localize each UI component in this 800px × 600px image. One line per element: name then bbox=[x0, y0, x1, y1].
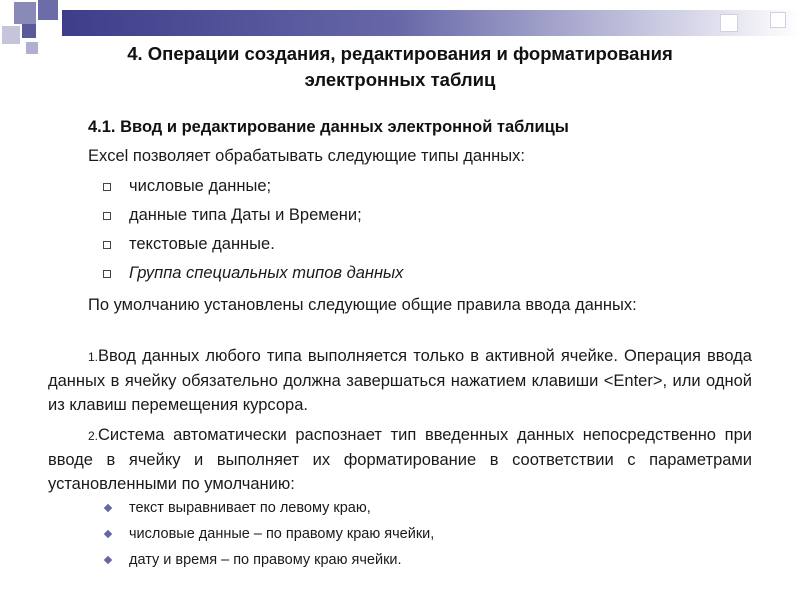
list-item: текст выравнивает по левому краю, bbox=[105, 500, 371, 516]
list-item: числовые данные; bbox=[103, 177, 271, 196]
intro-text: Excel позволяет обрабатывать следующие типы данных: bbox=[88, 147, 525, 165]
diamond-bullet-icon bbox=[104, 556, 112, 564]
diamond-bullet-icon bbox=[104, 504, 112, 512]
list-item: данные типа Даты и Времени; bbox=[103, 206, 362, 225]
page-title bbox=[40, 41, 760, 93]
decor-square bbox=[2, 26, 20, 44]
rules-intro: По умолчанию установлены следующие общие правила ввода данных: bbox=[88, 296, 637, 314]
title-line-1: 4. Операции создания, редактирования и форматирования bbox=[127, 43, 673, 64]
title-line-2: электронных таблиц bbox=[304, 69, 496, 90]
list-item: дату и время – по правому краю ячейки. bbox=[105, 552, 402, 568]
list-item: текстовые данные. bbox=[103, 235, 275, 254]
decor-square bbox=[770, 12, 786, 28]
diamond-bullet-icon bbox=[104, 530, 112, 538]
header-bar bbox=[62, 10, 800, 36]
decor-square bbox=[22, 24, 36, 38]
square-bullet-icon bbox=[103, 241, 111, 249]
rule-2: 2.Система автоматически распознает тип введенных данных непосредственно при вводе в ячейку и выполняет их форматирование в соответствии с параметрами установленными по умолчанию: bbox=[48, 426, 752, 493]
rule-1: 1.Ввод данных любого типа выполняется только в активной ячейке. Операция ввода данных в ячейку обязательно должна завершаться нажатием клавиши <Enter>, или одной из клавиш перемещения курсора. bbox=[48, 347, 752, 414]
decor-square bbox=[38, 0, 58, 20]
list-item: числовые данные – по правому краю ячейки, bbox=[105, 526, 434, 542]
decor-square bbox=[720, 14, 738, 32]
square-bullet-icon bbox=[103, 183, 111, 191]
square-bullet-icon bbox=[103, 212, 111, 220]
list-item: Группа специальных типов данных bbox=[103, 264, 403, 283]
section-subtitle: 4.1. Ввод и редактирование данных электронной таблицы bbox=[88, 118, 569, 136]
decor-square bbox=[26, 42, 38, 54]
square-bullet-icon bbox=[103, 270, 111, 278]
decor-square bbox=[14, 2, 36, 24]
